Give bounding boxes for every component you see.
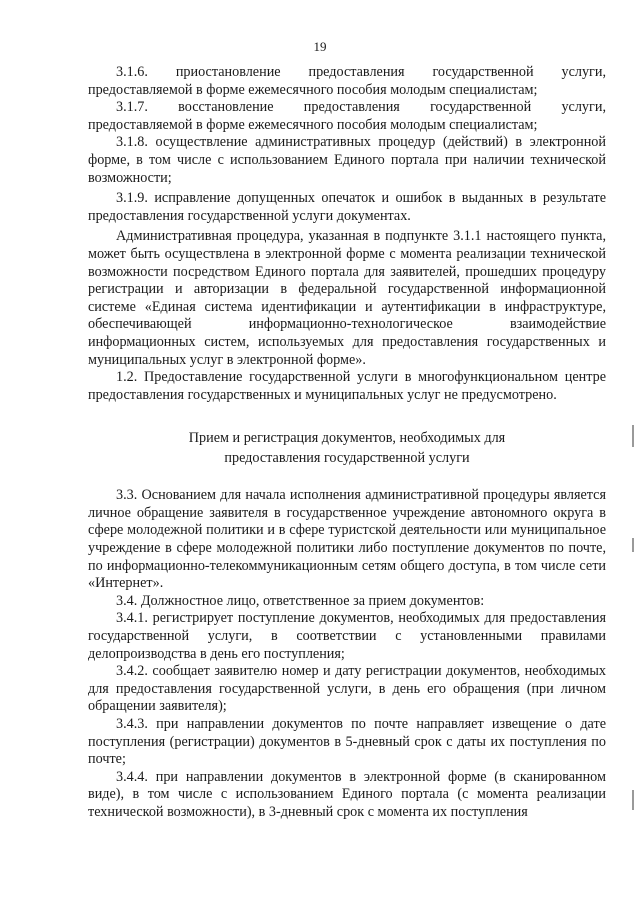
page-number: 19 (313, 39, 327, 54)
scan-edge-mark (632, 790, 634, 810)
scan-edge-mark (632, 538, 634, 552)
paragraph-3-1-7: 3.1.7. восстановление предоставления государственной услуги, предоставляемой в форме ежемесячного пособия молодым специалистам; (88, 99, 606, 133)
paragraph-3-1-8: 3.1.8. осуществление административных процедур (действий) в электронной форме, в том числе с использованием Единого портала при наличии технической возможности; (88, 134, 606, 186)
paragraph-3-4-3: 3.4.3. при направлении документов по почте направляет извещение о дате поступления (регистрации) документов в 5-дневный срок с даты их поступления по почте; (88, 716, 606, 768)
paragraph-1-2: 1.2. Предоставление государственной услуги в многофункциональном центре предоставления государственных и муниципальных услуг не предусмотрено. (88, 369, 606, 403)
paragraph-3-4-1: 3.4.1. регистрирует поступление документов, необходимых для предоставления государственной услуги, в соответствии с установленными правилами делопроизводства в день его поступления; (88, 610, 606, 662)
paragraph-admin-procedure: Административная процедура, указанная в подпункте 3.1.1 настоящего пункта, может быть осуществлена в электронной форме с момента реализации технической возможности посредством Единого портала для заявителей, прошедших процедуру регистрации и авторизации в федеральной государственной информационной системе «Единая система идентификации и аутентификации в инфраструктуре, обеспечивающей информационно-технологическое взаимодействие информационных систем, используемых для предоставления государственных и муниципальных услуг в электронной форме». (88, 228, 606, 368)
paragraph-3-1-6: 3.1.6. приостановление предоставления государственной услуги, предоставляемой в форме ежемесячного пособия молодым специалистам; (88, 64, 606, 98)
paragraph-3-4-2: 3.4.2. сообщает заявителю номер и дату регистрации документов, необходимых для предоставления государственной услуги, в день его обращения (при личном обращении заявителя); (88, 663, 606, 715)
section-heading-line-1: Прием и регистрация документов, необходимых для (188, 430, 506, 447)
paragraph-3-4: 3.4. Должностное лицо, ответственное за прием документов: (116, 592, 485, 609)
document-body (88, 64, 606, 822)
paragraph-3-1-9: 3.1.9. исправление допущенных опечаток и ошибок в выданных в результате предоставления государственной услуги документах. (88, 190, 606, 224)
paragraph-3-3: 3.3. Основанием для начала исполнения административной процедуры является личное обращение заявителя в государственное учреждение автономного округа в сфере молодежной политики и в сфере туристской деятельности или муниципальное учреждение в сфере молодежной политики либо поступление документов по почте, по информационно-телекоммуникационным сетям общего доступа, в том числе сети «Интернет». (88, 487, 606, 592)
section-heading (88, 428, 606, 468)
scan-edge-mark (632, 425, 634, 447)
section-heading-line-2: предоставления государственной услуги (224, 450, 470, 467)
paragraph-3-4-4: 3.4.4. при направлении документов в электронной форме (в сканированном виде), в том числе с использованием Единого портала (с момента реализации технической возможности), в 3-дневный срок с момента их поступления (88, 768, 606, 820)
